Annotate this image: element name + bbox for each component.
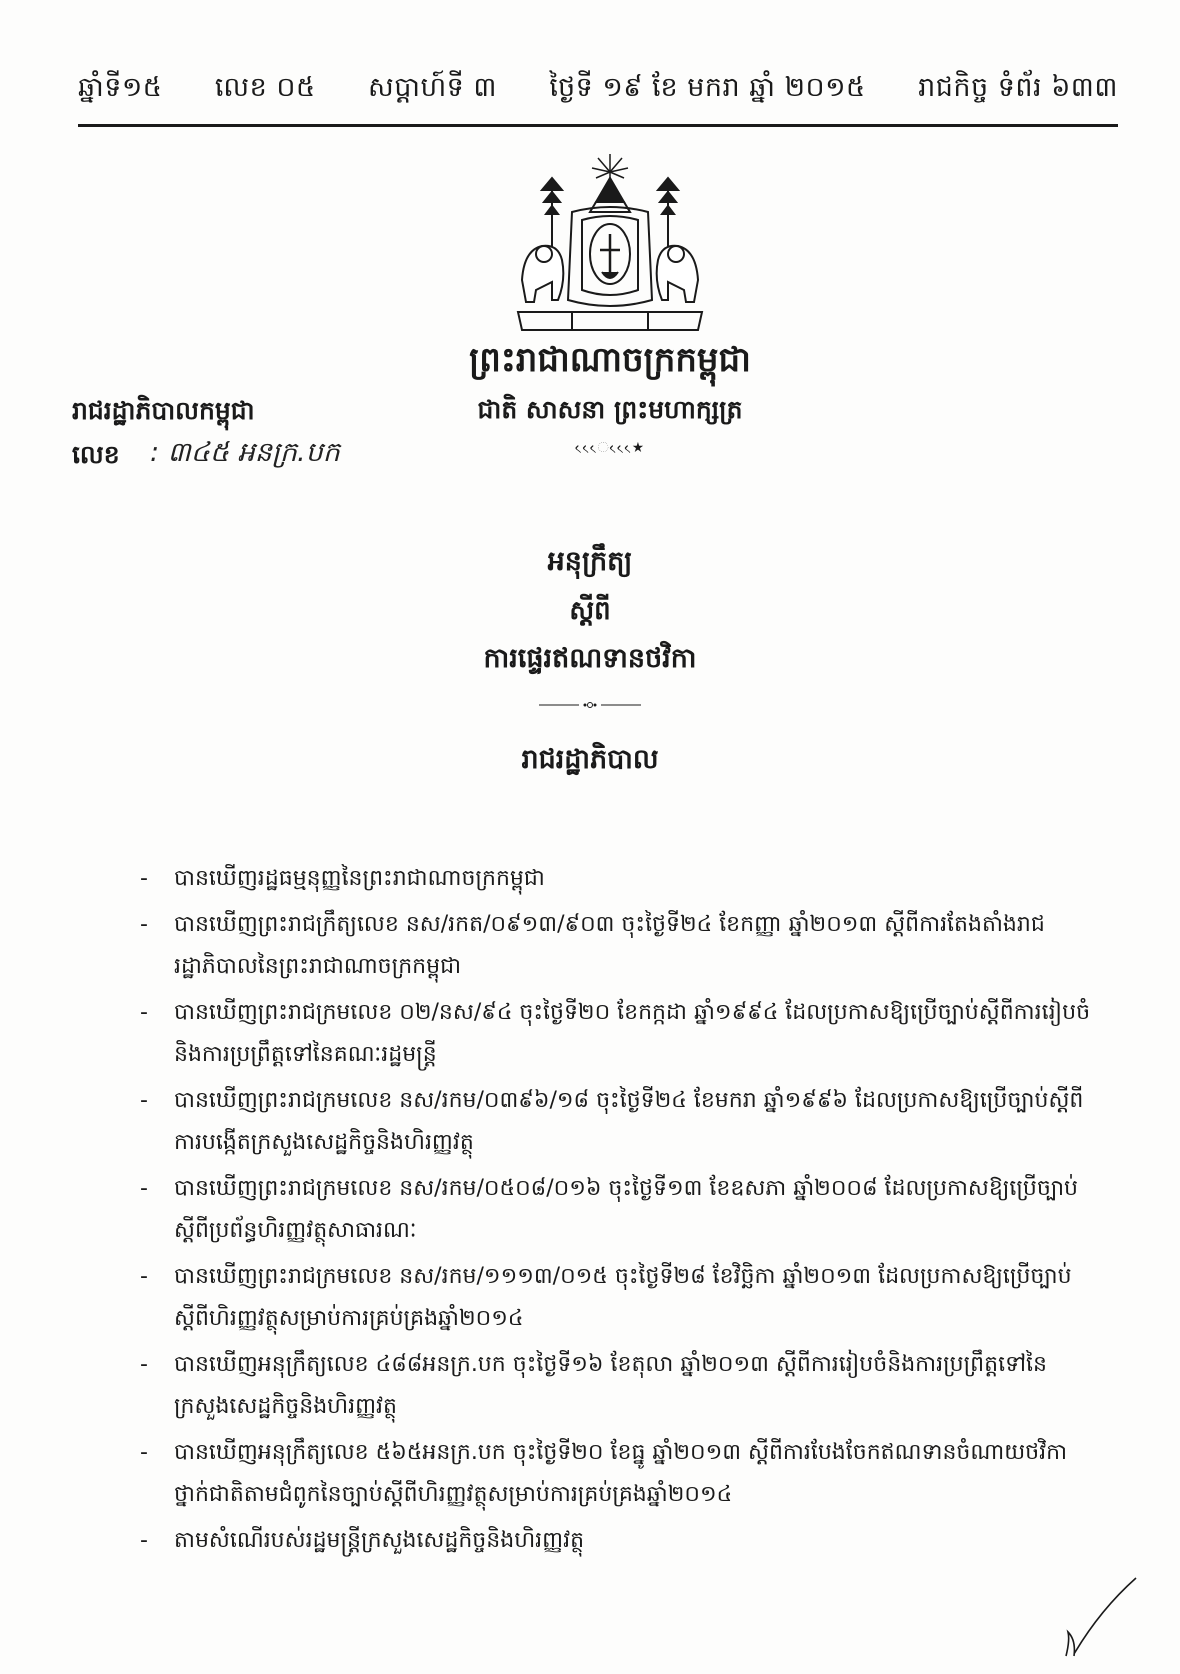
gazette-date: ថ្ងៃទី ១៩ ខែ មករា ឆ្នាំ ២០១៥ <box>549 71 866 103</box>
motto-ornament: ᨙᨙᨙ★ᨙᨙᨙ <box>575 440 645 456</box>
consideration-text: បានឃើញព្រះរាជក្រមលេខ នស/រកម/១១១៣/០១៥ ចុះថ្ងៃទី២៨ ខែវិច្ឆិកា ឆ្នាំ២០១៣ ដែលប្រកាសឱ្យប្រើច្បាប់ស្តីពីហិរញ្ញវត្ថុសម្រាប់ការគ្រប់គ្រងឆ្នាំ២០១៤ <box>174 1264 1072 1331</box>
list-dash: - <box>140 1528 148 1553</box>
consideration-item <box>140 1168 1100 1252</box>
consideration-item <box>140 1080 1100 1164</box>
gazette-issue: លេខ ០៥ <box>214 71 316 103</box>
list-dash: - <box>140 1000 148 1025</box>
reference-label: លេខ <box>72 440 120 469</box>
national-motto: ជាតិ សាសនា ព្រះមហាក្សត្រ <box>477 395 743 424</box>
list-dash: - <box>140 1440 148 1465</box>
issuing-authority: រាជរដ្ឋាភិបាលកម្ពុជា <box>72 396 255 425</box>
consideration-text: បានឃើញព្រះរាជក្រមលេខ នស/រកម/០៥០៨/០១៦ ចុះថ្ងៃទី១៣ ខែឧសភា ឆ្នាំ២០០៨ ដែលប្រកាសឱ្យប្រើច្បាប់ស្តីពីប្រព័ន្ធហិរញ្ញវត្ថុសាធារណៈ <box>174 1176 1079 1243</box>
consideration-item <box>140 858 1100 900</box>
consideration-item <box>140 1520 1100 1562</box>
consideration-item <box>140 992 1100 1076</box>
consideration-item <box>140 1256 1100 1340</box>
header-rule <box>78 124 1118 127</box>
gazette-week: សប្តាហ៍ទី ៣ <box>368 71 497 103</box>
consideration-text: បានឃើញព្រះរាជក្រមលេខ នស/រកម/០៣៩៦/១៨ ចុះថ្ងៃទី២៤ ខែមករា ឆ្នាំ១៩៩៦ ដែលប្រកាសឱ្យប្រើច្បាប់ស្តីពីការបង្កើតក្រសួងសេដ្ឋកិច្ចនិងហិរញ្ញវត្ថុ <box>174 1088 1084 1155</box>
list-dash: - <box>140 1088 148 1113</box>
initial-mark-icon <box>1060 1570 1140 1660</box>
gazette-header <box>78 62 1118 118</box>
consideration-text: បានឃើញព្រះរាជក្រឹត្យលេខ នស/រកត/០៩១៣/៩០៣ ចុះថ្ងៃទី២៤ ខែកញ្ញា ឆ្នាំ២០១៣ ស្តីពីការតែងតាំងរាជរដ្ឋាភិបាលនៃព្រះរាជាណាចក្រកម្ពុជា <box>174 912 1045 979</box>
document-type: អនុក្រឹត្យ <box>547 546 633 577</box>
consideration-text: បានឃើញអនុក្រឹត្យលេខ ៥៦៥អនក្រ.បក ចុះថ្ងៃទី២០ ខែធ្នូ ឆ្នាំ២០១៣ ស្តីពីការបែងចែកឥណទានចំណាយថវិកាថ្នាក់ជាតិតាមជំពូកនៃច្បាប់ស្តីពីហិរញ្ញវត្ថុសម្រាប់ការគ្រប់គ្រងឆ្នាំ២០១៤ <box>174 1440 1068 1507</box>
section-divider <box>539 700 641 710</box>
consideration-text: បានឃើញអនុក្រឹត្យលេខ ៤៨៨អនក្រ.បក ចុះថ្ងៃទី១៦ ខែតុលា ឆ្នាំ២០១៣ ស្តីពីការរៀបចំនិងការប្រព្រឹត្តទៅនៃក្រសួងសេដ្ឋកិច្ចនិងហិរញ្ញវត្ថុ <box>174 1352 1047 1419</box>
considerations-list <box>140 858 1100 1566</box>
document-about: ស្តីពី <box>569 596 611 626</box>
reference-number: : ៣៤៥ អនក្រ.បក <box>150 437 340 468</box>
list-dash: - <box>140 1176 148 1201</box>
royal-coat-of-arms-icon <box>512 150 708 334</box>
consideration-item <box>140 1432 1100 1516</box>
government-heading: រាជរដ្ឋាភិបាល <box>521 744 659 775</box>
list-dash: - <box>140 1264 148 1289</box>
kingdom-title: ព្រះរាជាណាចក្រកម្ពុជា <box>469 340 751 380</box>
list-dash: - <box>140 912 148 937</box>
consideration-text: បានឃើញព្រះរាជក្រមលេខ ០២/នស/៩៤ ចុះថ្ងៃទី២០ ខែកក្កដា ឆ្នាំ១៩៩៤ ដែលប្រកាសឱ្យប្រើច្បាប់ស្តីពីការរៀបចំនិងការប្រព្រឹត្តទៅនៃគណៈរដ្ឋមន្ត្រី <box>174 1000 1091 1067</box>
gazette-year: ឆ្នាំទី១៥ <box>78 71 163 103</box>
consideration-text: តាមសំណើរបស់រដ្ឋមន្ត្រីក្រសួងសេដ្ឋកិច្ចនិងហិរញ្ញវត្ថុ <box>174 1528 585 1553</box>
consideration-item <box>140 904 1100 988</box>
list-dash: - <box>140 866 148 891</box>
document-subject: ការផ្ទេរឥណទានថវិកា <box>483 643 697 674</box>
consideration-item <box>140 1344 1100 1428</box>
consideration-text: បានឃើញរដ្ឋធម្មនុញ្ញនៃព្រះរាជាណាចក្រកម្ពុជា <box>174 866 545 891</box>
gazette-page: រាជកិច្ច ទំព័រ ៦៣៣ <box>918 71 1118 103</box>
list-dash: - <box>140 1352 148 1377</box>
